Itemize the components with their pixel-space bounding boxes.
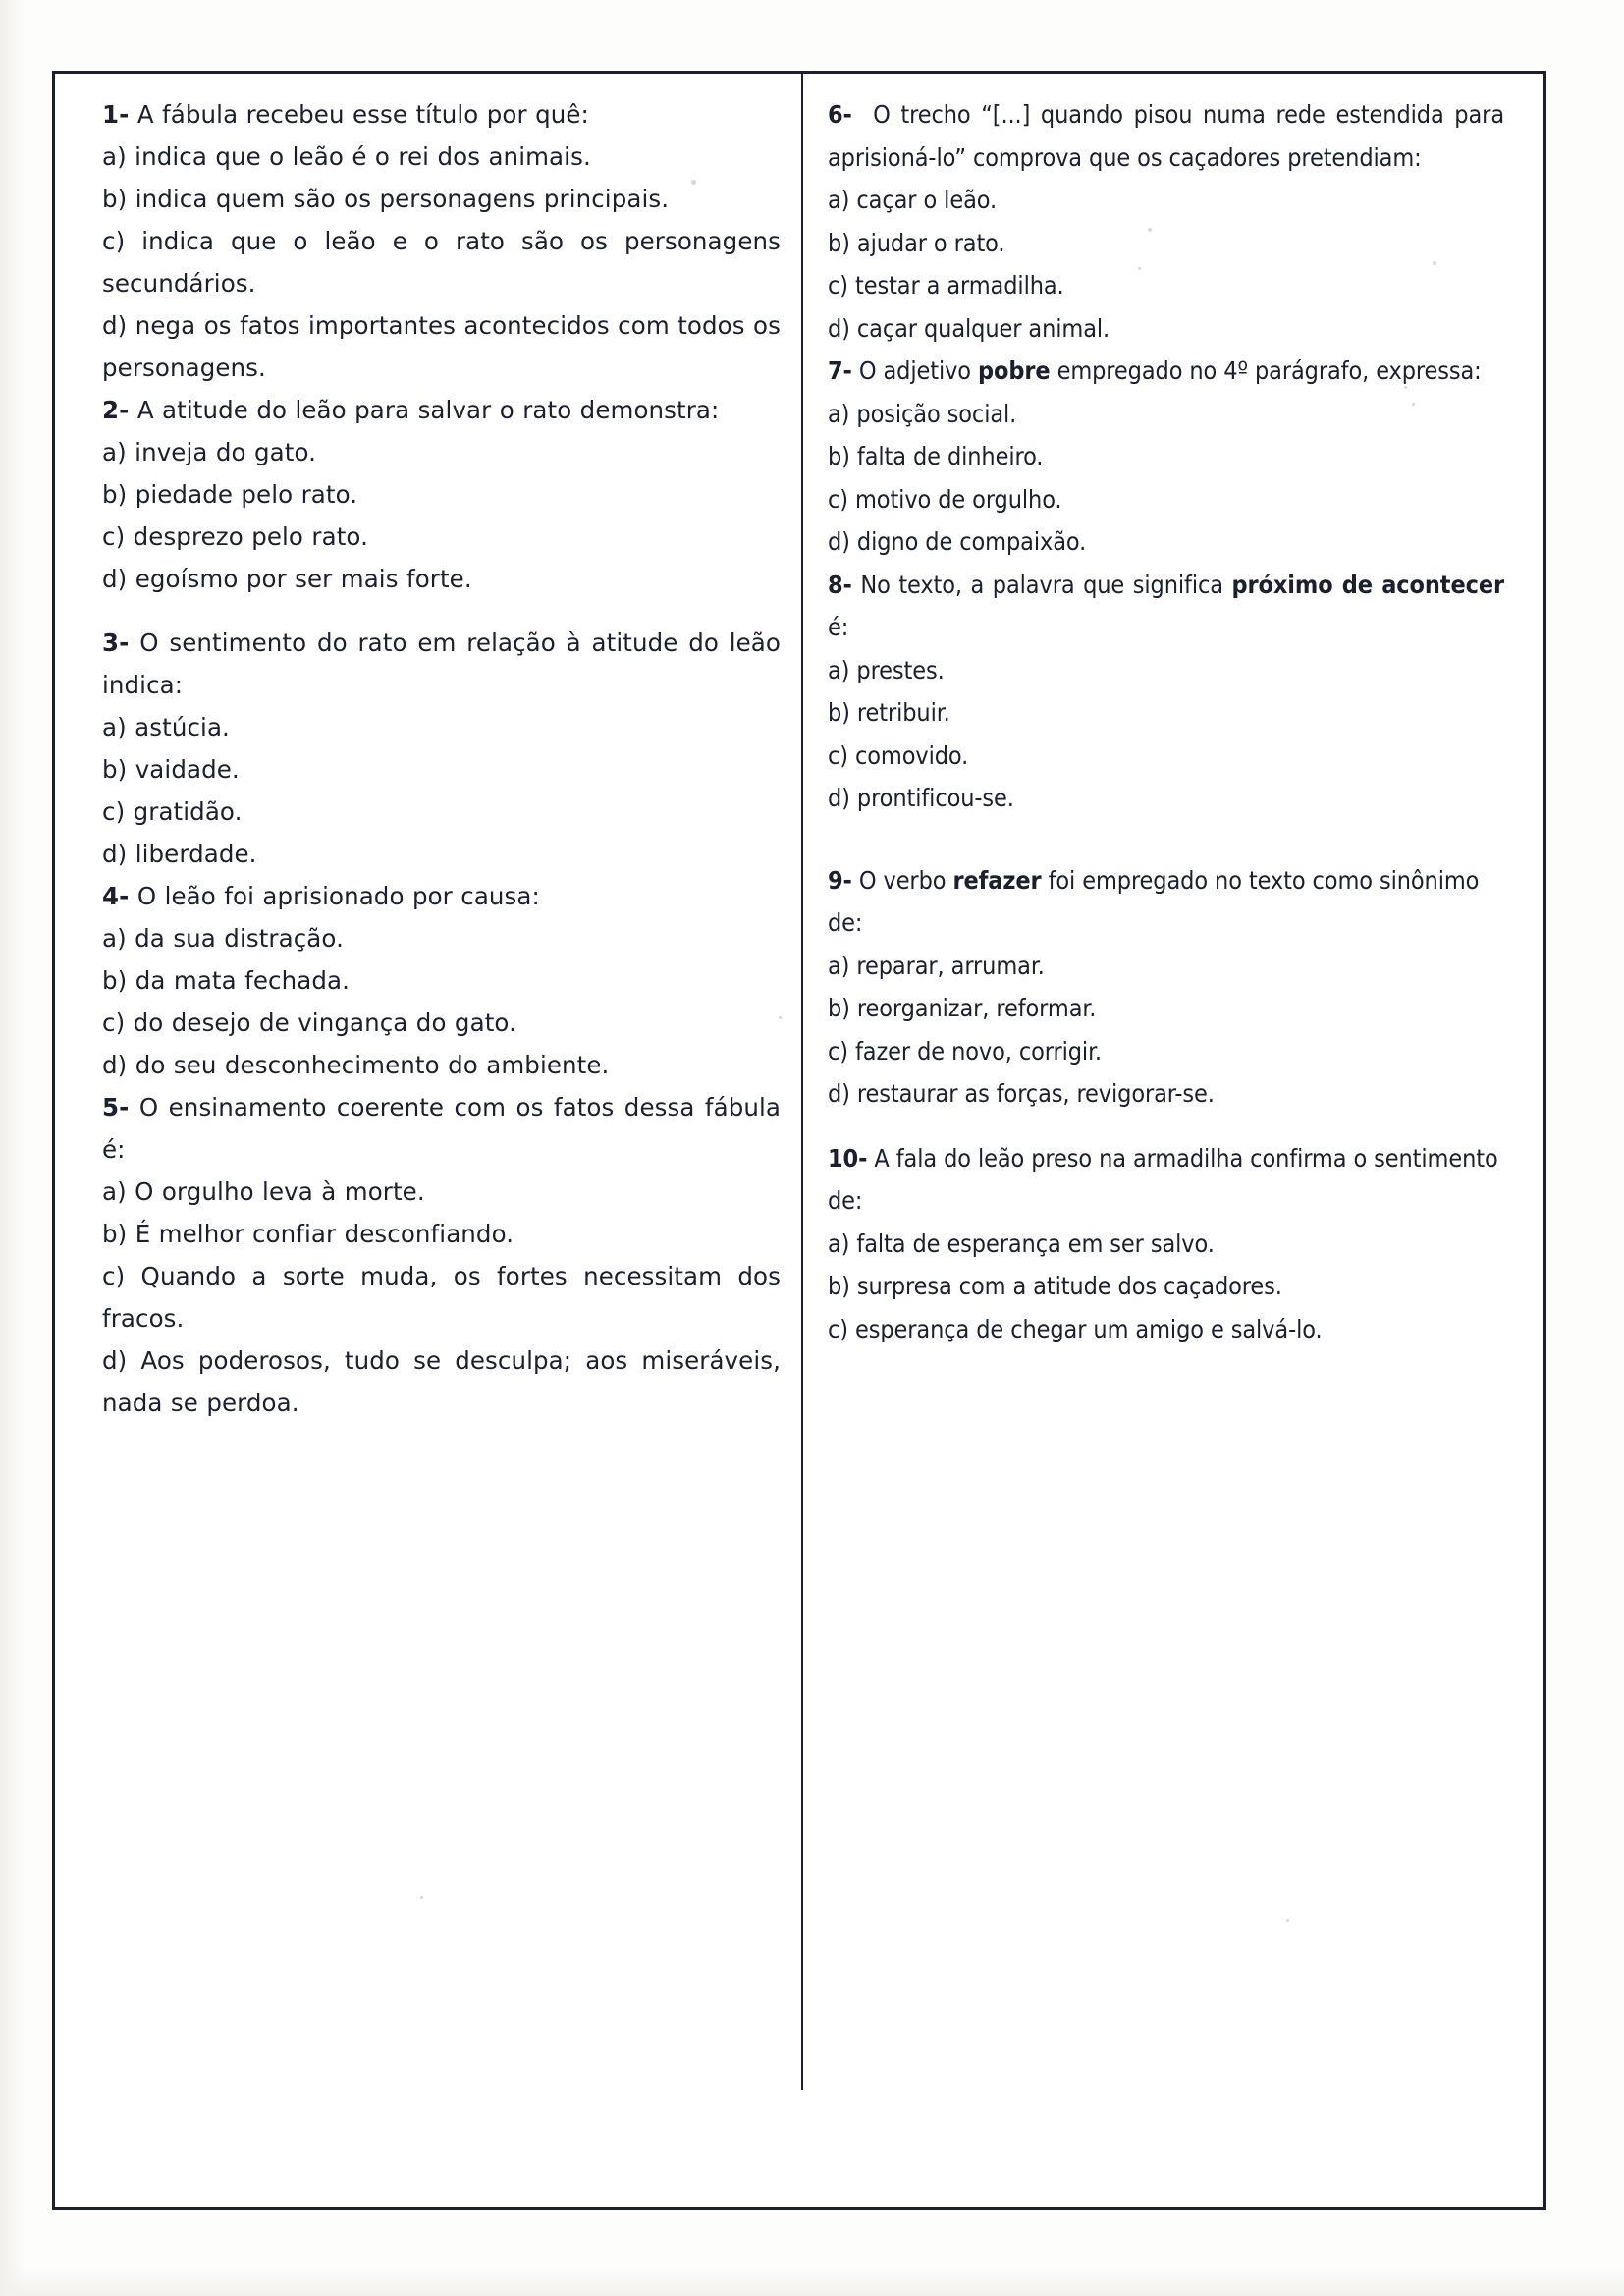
question-9 [828, 859, 1504, 1116]
prompt-segment: foi empregado no texto como sinônimo de: [828, 865, 1480, 937]
question-9-number: 9- [828, 865, 852, 895]
question-4-prompt [102, 875, 781, 917]
question-1 [102, 93, 781, 389]
question-2-number: 2- [102, 396, 130, 424]
question-1-option-c: c) indica que o leão e o rato são os personagens secundários. [102, 227, 781, 298]
question-1-prompt-text: A fábula recebeu esse título por quê: [136, 100, 589, 129]
scan-speck [1148, 228, 1152, 232]
question-2-option-a: a) inveja do gato. [102, 438, 317, 466]
question-8-prompt-text [828, 571, 1504, 642]
question-1-prompt [102, 93, 781, 136]
question-9-option-a: a) reparar, arrumar. [828, 951, 1045, 980]
question-5 [102, 1086, 781, 1424]
question-3-option-c: c) gratidão. [102, 797, 243, 826]
question-5-option-d: d) Aos poderosos, tudo se desculpa; aos miseráveis, nada se perdoa. [102, 1346, 781, 1417]
question-8-option-c: c) comovido. [828, 740, 969, 770]
scan-speck [1404, 386, 1407, 389]
question-5-prompt-text: O ensinamento coerente com os fatos dessa fábula é: [102, 1093, 782, 1164]
scan-speck [779, 1016, 782, 1019]
question-4-option-b: b) da mata fechada. [102, 966, 351, 995]
emphasized-term: refazer [952, 865, 1042, 895]
question-7-prompt [828, 350, 1504, 393]
question-9-prompt-text [828, 866, 1479, 938]
question-4-prompt-text: O leão foi aprisionado por causa: [136, 882, 540, 910]
question-3-prompt [102, 622, 781, 706]
right-question-column [802, 74, 1543, 2207]
question-1-option-b: b) indica quem são os personagens principais. [102, 185, 670, 213]
question-3-option-b: b) vaidade. [102, 755, 240, 784]
question-10-number: 10- [828, 1143, 868, 1173]
question-7-option-b: b) falta de dinheiro. [828, 442, 1044, 470]
spacer [828, 1116, 1504, 1137]
question-7-number: 7- [828, 356, 852, 385]
question-2-option-d: d) egoísmo por ser mais forte. [102, 565, 472, 593]
question-10 [828, 1137, 1504, 1351]
question-1-option-a: a) indica que o leão é o rei dos animais. [102, 142, 591, 171]
question-9-option-d: d) restaurar as forças, revigorar-se. [828, 1079, 1215, 1108]
question-5-option-c: c) Quando a sorte muda, os fortes necessitam dos fracos. [102, 1262, 781, 1333]
question-10-prompt-text [828, 1144, 1498, 1216]
question-5-option-a: a) O orgulho leva à morte. [102, 1177, 425, 1206]
question-2-option-b: b) piedade pelo rato. [102, 480, 358, 509]
question-9-option-b: b) reorganizar, reformar. [828, 994, 1097, 1022]
question-columns [55, 74, 1543, 2207]
question-6-number: 6- [828, 100, 852, 129]
question-4-option-a: a) da sua distração. [102, 924, 344, 953]
scan-speck [1138, 267, 1141, 270]
question-4 [102, 875, 781, 1086]
question-5-prompt [102, 1086, 781, 1171]
prompt-segment: No texto, a palavra que significa [860, 570, 1232, 599]
question-6-prompt [828, 93, 1504, 179]
prompt-segment: O adjetivo [858, 356, 979, 385]
question-1-option-d: d) nega os fatos importantes acontecidos com todos os personagens. [102, 311, 781, 382]
scan-speck [1433, 261, 1436, 265]
question-3-prompt-text: O sentimento do rato em relação à atitude do leão indica: [102, 629, 781, 699]
question-7-prompt-text [859, 356, 1482, 385]
question-5-number: 5- [102, 1093, 130, 1121]
question-7-option-a: a) posição social. [828, 399, 1017, 428]
prompt-segment: é: [828, 613, 849, 641]
exam-question-box [52, 71, 1546, 2210]
question-1-number: 1- [102, 100, 130, 129]
question-4-number: 4- [102, 882, 130, 910]
question-9-prompt [828, 859, 1504, 945]
question-7-option-d: d) digno de compaixão. [828, 527, 1087, 556]
emphasized-term: próximo de acontecer [1231, 570, 1504, 599]
scan-speck [1286, 1919, 1289, 1922]
question-7 [828, 350, 1504, 564]
prompt-segment: O trecho “[...] quando pisou numa rede estendida para aprisioná-lo” comprova que os caçadores pretendiam: [828, 100, 1504, 172]
question-8 [828, 564, 1504, 820]
question-2 [102, 389, 781, 600]
question-5-option-b: b) É melhor confiar desconfiando. [102, 1220, 514, 1248]
question-6 [828, 93, 1504, 350]
scan-speck [420, 1896, 423, 1899]
question-8-prompt [828, 564, 1504, 649]
question-6-option-b: b) ajudar o rato. [828, 228, 1005, 257]
question-10-option-b: b) surpresa com a atitude dos caçadores. [828, 1272, 1282, 1300]
question-10-prompt [828, 1137, 1504, 1223]
scan-edge-shadow-left [0, 0, 26, 2296]
question-8-option-d: d) prontificou-se. [828, 784, 1014, 812]
question-3-number: 3- [102, 629, 130, 657]
question-6-option-c: c) testar a armadilha. [828, 271, 1064, 300]
question-2-option-c: c) desprezo pelo rato. [102, 522, 368, 551]
emphasized-term: pobre [978, 356, 1051, 385]
question-10-option-a: a) falta de esperança em ser salvo. [828, 1229, 1215, 1258]
question-3-option-a: a) astúcia. [102, 713, 230, 741]
scan-speck [691, 180, 696, 185]
scan-speck [1412, 403, 1415, 406]
question-7-option-c: c) motivo de orgulho. [828, 484, 1062, 514]
question-3-option-d: d) liberdade. [102, 840, 257, 868]
question-6-option-a: a) caçar o leão. [828, 186, 998, 214]
prompt-segment: A fala do leão preso na armadilha confirma o sentimento de: [828, 1143, 1498, 1215]
left-question-column [55, 74, 802, 2207]
question-8-option-b: b) retribuir. [828, 698, 950, 727]
spacer [828, 820, 1504, 859]
prompt-segment: O verbo [858, 865, 953, 895]
prompt-segment: empregado no 4º parágrafo, expressa: [1050, 356, 1482, 385]
question-8-number: 8- [828, 570, 852, 599]
question-4-option-c: c) do desejo de vingança do gato. [102, 1009, 516, 1037]
question-10-option-c: c) esperança de chegar um amigo e salvá-lo. [828, 1314, 1323, 1343]
question-8-option-a: a) prestes. [828, 655, 945, 684]
question-6-prompt-text [828, 100, 1504, 172]
question-2-prompt-text: A atitude do leão para salvar o rato demonstra: [136, 396, 720, 424]
question-3 [102, 622, 781, 875]
question-6-option-d: d) caçar qualquer animal. [828, 313, 1110, 343]
question-2-prompt [102, 389, 781, 431]
spacer [102, 600, 781, 622]
question-9-option-c: c) fazer de novo, corrigir. [828, 1036, 1102, 1066]
scan-edge-shadow-bottom [0, 2267, 1624, 2296]
question-4-option-d: d) do seu desconhecimento do ambiente. [102, 1051, 610, 1079]
